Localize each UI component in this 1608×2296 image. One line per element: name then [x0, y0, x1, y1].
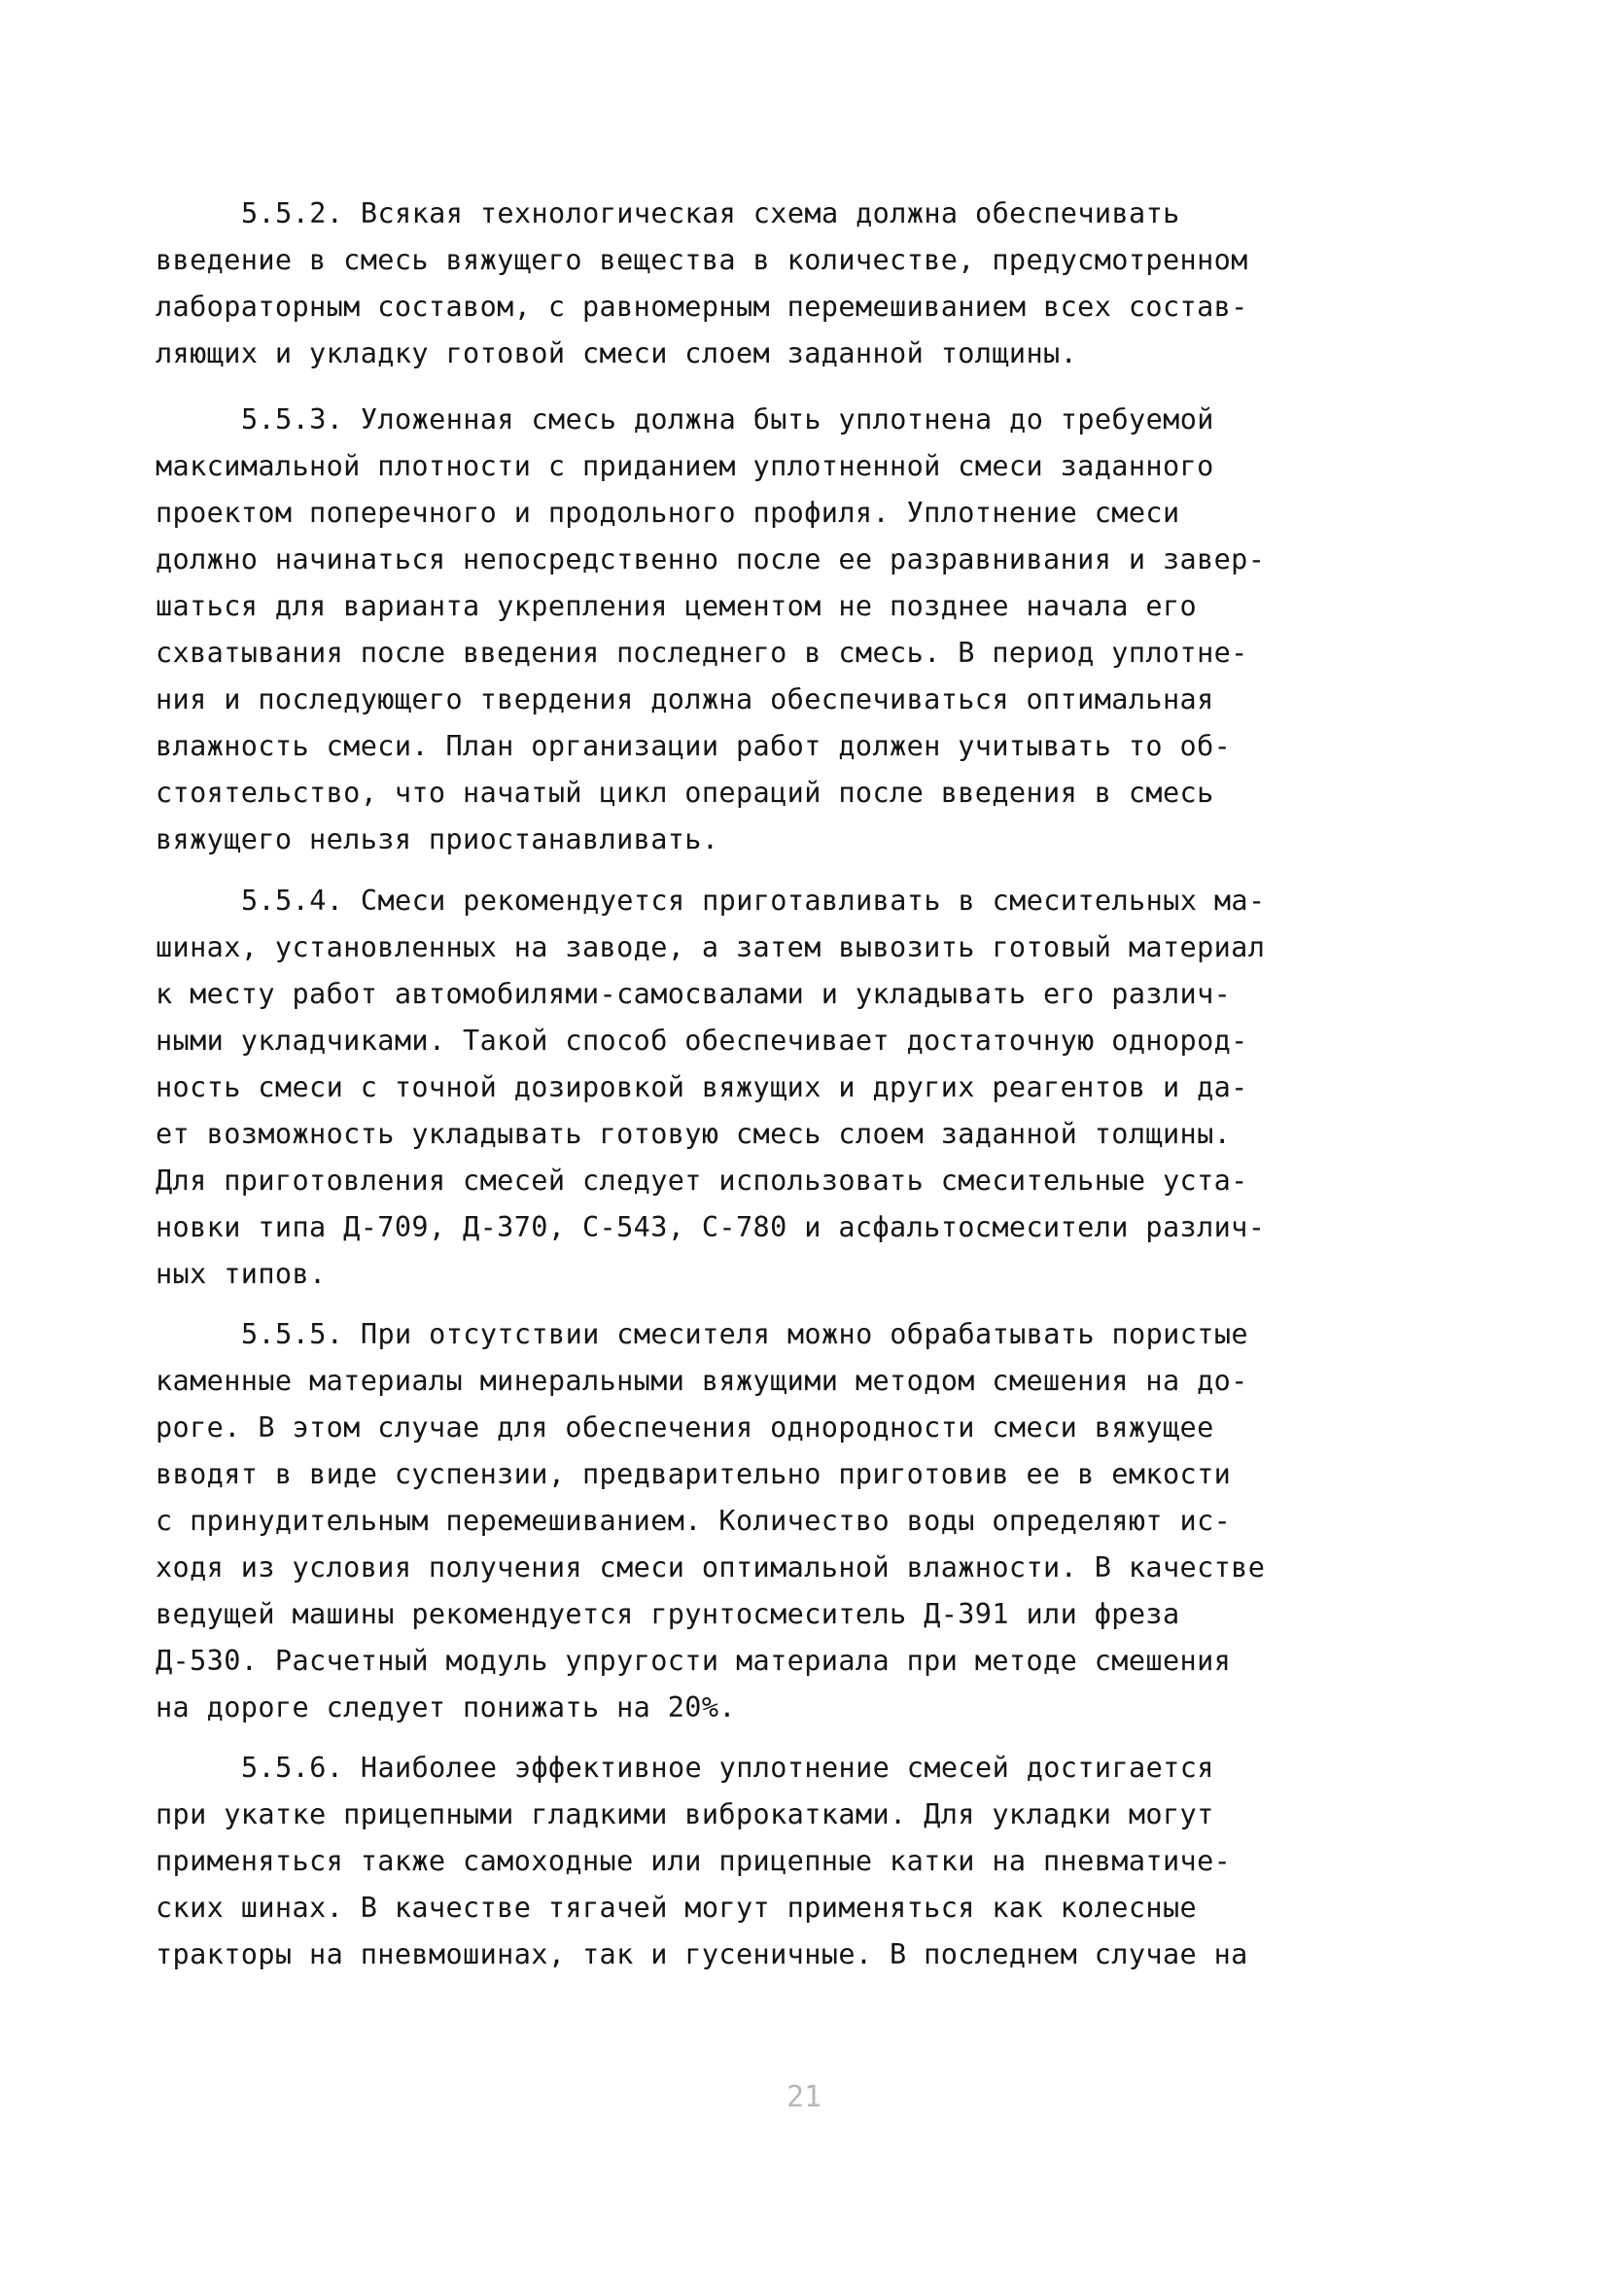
paragraph-5-5-3	[156, 397, 1478, 863]
page-number: 21	[786, 2080, 822, 2114]
text-line: 5.5.6. Наиболее эффективное уплотнение смесей достигается	[241, 1752, 1214, 1784]
text-line: ность смеси с точной дозировкой вяжущих и других реагентов и да-	[156, 1071, 1248, 1103]
text-line: 5.5.2. Всякая технологическая схема должна обеспечивать	[241, 197, 1180, 229]
text-line: стоятельство, что начатый цикл операций после введения в смесь	[156, 777, 1214, 809]
text-line: 5.5.5. При отсутствии смесителя можно обрабатывать пористые	[241, 1318, 1248, 1350]
text-line: лабораторным составом, с равномерным перемешиванием всех состав-	[156, 291, 1248, 323]
text-line: ных типов.	[156, 1258, 327, 1290]
text-line: ния и последующего твердения должна обеспечиваться оптимальная	[156, 683, 1214, 715]
text-line: каменные материалы минеральными вяжущими методом смешения на до-	[156, 1365, 1248, 1397]
text-line: применяться также самоходные или прицепные катки на пневматиче-	[156, 1845, 1232, 1877]
paragraph-5-5-2	[156, 191, 1478, 377]
text-line: проектом поперечного и продольного профиля. Уплотнение смеси	[156, 497, 1180, 529]
text-line: ными укладчиками. Такой способ обеспечивает достаточную однород-	[156, 1025, 1248, 1057]
text-line: ведущей машины рекомендуется грунтосмеситель Д-391 или фреза	[156, 1598, 1180, 1630]
text-line: Д-530. Расчетный модуль упругости материала при методе смешения	[156, 1645, 1232, 1677]
text-line: введение в смесь вяжущего вещества в количестве, предусмотренном	[156, 244, 1248, 276]
text-line: ляющих и укладку готовой смеси слоем заданной толщины.	[156, 337, 1078, 369]
text-line: новки типа Д-709, Д-370, С-543, С-780 и асфальтосмесители различ-	[156, 1211, 1266, 1243]
text-line: с принудительным перемешиванием. Количество воды определяют ис-	[156, 1505, 1232, 1537]
text-line: вяжущего нельзя приостанавливать.	[156, 823, 719, 855]
text-line: Для приготовления смесей следует использовать смесительные уста-	[156, 1165, 1248, 1197]
text-line: влажность смеси. План организации работ должен учитывать то об-	[156, 730, 1232, 762]
text-line: шинах, установленных на заводе, а затем вывозить готовый материал	[156, 931, 1266, 963]
text-line: ских шинах. В качестве тягачей могут применяться как колесные	[156, 1892, 1198, 1924]
paragraph-5-5-5	[156, 1311, 1478, 1731]
text-line: шаться для варианта укрепления цементом не позднее начала его	[156, 590, 1198, 622]
text-line: к месту работ автомобилями-самосвалами и укладывать его различ-	[156, 978, 1232, 1010]
text-line: должно начинаться непосредственно после ее разравнивания и завер-	[156, 543, 1266, 575]
paragraph-5-5-4	[156, 878, 1478, 1298]
text-line: вводят в виде суспензии, предварительно приготовив ее в емкости	[156, 1458, 1232, 1490]
text-line: на дороге следует понижать на 20%.	[156, 1691, 736, 1723]
text-line: максимальной плотности с приданием уплотненной смеси заданного	[156, 450, 1214, 482]
text-line: роге. В этом случае для обеспечения однородности смеси вяжущее	[156, 1411, 1214, 1444]
text-line: тракторы на пневмошинах, так и гусеничные. В последнем случае на	[156, 1938, 1248, 1970]
text-line: 5.5.4. Смеси рекомендуется приготавливать в смесительных ма-	[241, 885, 1266, 917]
paragraph-5-5-6	[156, 1745, 1478, 1978]
text-line: ет возможность укладывать готовую смесь слоем заданной толщины.	[156, 1118, 1232, 1150]
text-line: схватывания после введения последнего в смесь. В период уплотне-	[156, 637, 1248, 669]
text-line: при укатке прицепными гладкими виброкатками. Для укладки могут	[156, 1798, 1214, 1830]
text-line: 5.5.3. Уложенная смесь должна быть уплотнена до требуемой	[241, 403, 1214, 435]
text-line: ходя из условия получения смеси оптимальной влажности. В качестве	[156, 1551, 1266, 1583]
